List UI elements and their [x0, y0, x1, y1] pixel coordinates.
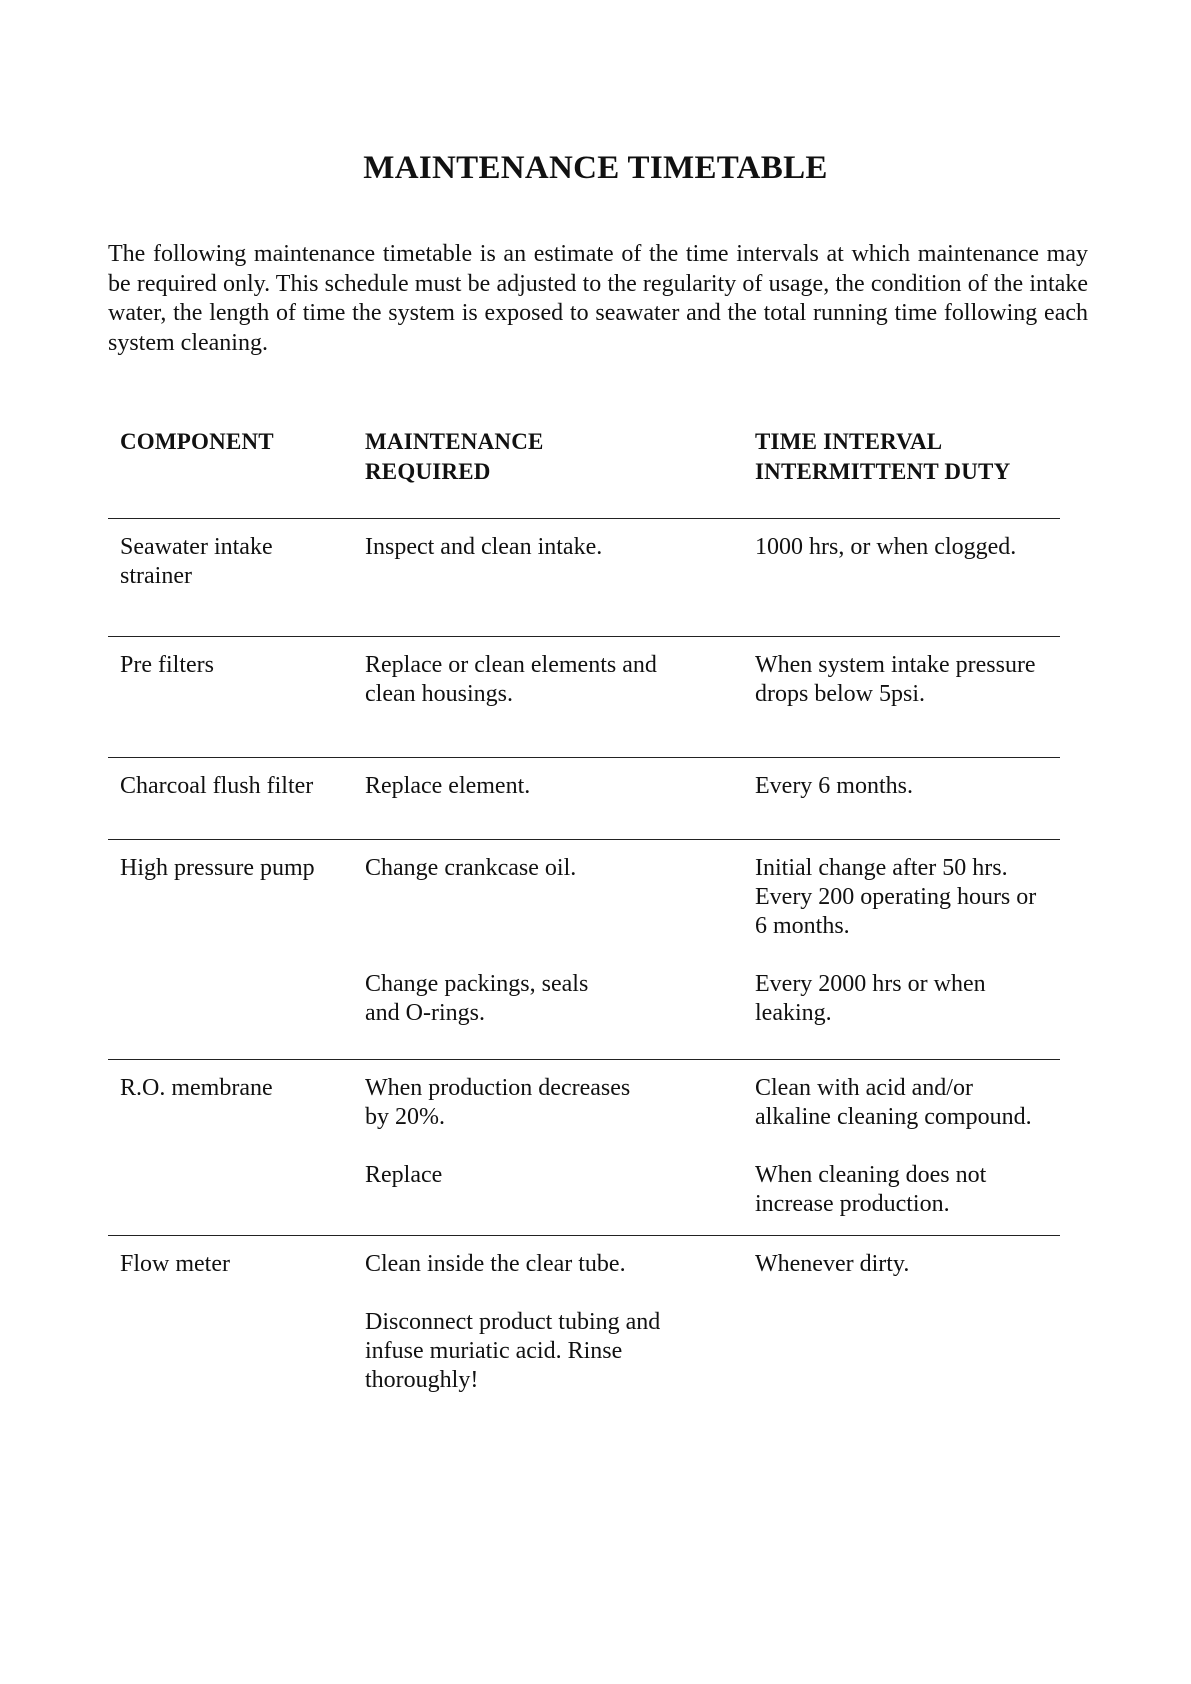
maintenance-text: Inspect and clean intake.	[365, 534, 603, 560]
line-spacer	[365, 1132, 743, 1161]
maintenance-cell	[353, 637, 743, 757]
maintenance-text: thoroughly!	[365, 1367, 479, 1393]
interval-text: Every 6 months.	[755, 773, 913, 799]
maintenance-cell	[353, 758, 743, 839]
interval-cell	[743, 637, 1060, 757]
line-spacer	[365, 941, 743, 970]
line-spacer	[365, 912, 743, 941]
interval-cell	[743, 1236, 1060, 1416]
component-cell	[108, 1236, 353, 1416]
maintenance-text: by 20%.	[365, 1104, 445, 1130]
component-text: Charcoal flush filter	[120, 773, 314, 799]
interval-text: drops below 5psi.	[755, 681, 925, 707]
interval-text: When system intake pressure	[755, 652, 1036, 678]
maintenance-text: Replace element.	[365, 773, 531, 799]
maintenance-cell	[353, 519, 743, 636]
maintenance-text: Change crankcase oil.	[365, 855, 577, 881]
page-title: MAINTENANCE TIMETABLE	[363, 150, 828, 186]
line-spacer	[755, 941, 1060, 970]
interval-text: Whenever dirty.	[755, 1251, 910, 1277]
interval-text: increase production.	[755, 1191, 950, 1217]
header-interval-line2: INTERMITTENT DUTY	[755, 459, 1011, 484]
component-text: Pre filters	[120, 652, 214, 678]
header-interval-line1: TIME INTERVAL	[755, 429, 943, 454]
component-text: strainer	[120, 563, 192, 589]
maintenance-cell	[353, 840, 743, 1059]
interval-cell	[743, 758, 1060, 839]
table-row	[108, 1236, 1060, 1416]
table-row	[108, 758, 1060, 840]
interval-text: When cleaning does not	[755, 1162, 987, 1188]
interval-text: 1000 hrs, or when clogged.	[755, 534, 1017, 560]
interval-text: Every 2000 hrs or when	[755, 971, 986, 997]
maintenance-text: clean housings.	[365, 681, 513, 707]
intro-paragraph: The following maintenance timetable is an estimate of the time intervals at which maintenance may be required only. This schedule must be adjusted to the regularity of usage, the condition of the intake water, the length of time the system is exposed to seawater and the total running time following each system cleaning.	[108, 241, 1088, 356]
table-row	[108, 1060, 1060, 1236]
interval-text: leaking.	[755, 1000, 832, 1026]
component-text: Flow meter	[120, 1251, 230, 1277]
table-row	[108, 637, 1060, 758]
table-row	[108, 840, 1060, 1060]
interval-text: Clean with acid and/or	[755, 1075, 973, 1101]
maintenance-text: Change packings, seals	[365, 971, 589, 997]
component-text: High pressure pump	[120, 855, 315, 881]
interval-text: Every 200 operating hours or	[755, 884, 1037, 910]
maintenance-text: Replace or clean elements and	[365, 652, 657, 678]
header-component-label: COMPONENT	[120, 429, 274, 454]
interval-cell	[743, 519, 1060, 636]
line-spacer	[365, 1279, 743, 1308]
interval-text: 6 months.	[755, 913, 850, 939]
line-spacer	[755, 1132, 1060, 1161]
maintenance-text: When production decreases	[365, 1075, 631, 1101]
maintenance-cell	[353, 1060, 743, 1235]
component-text: R.O. membrane	[120, 1075, 273, 1101]
maintenance-text: Clean inside the clear tube.	[365, 1251, 626, 1277]
maintenance-text: infuse muriatic acid. Rinse	[365, 1338, 623, 1364]
table-row	[108, 519, 1060, 637]
header-interval	[743, 427, 1060, 518]
component-cell	[108, 637, 353, 757]
maintenance-text: Replace	[365, 1162, 443, 1188]
maintenance-text: and O-rings.	[365, 1000, 485, 1026]
component-cell	[108, 1060, 353, 1235]
interval-cell	[743, 1060, 1060, 1235]
component-cell	[108, 519, 353, 636]
component-cell	[108, 840, 353, 1059]
maintenance-cell	[353, 1236, 743, 1416]
interval-text: alkaline cleaning compound.	[755, 1104, 1032, 1130]
maintenance-text: Disconnect product tubing and	[365, 1309, 661, 1335]
table-header-row	[108, 427, 1060, 519]
component-cell	[108, 758, 353, 839]
interval-text: Initial change after 50 hrs.	[755, 855, 1008, 881]
header-component	[108, 427, 353, 518]
header-maintenance	[353, 427, 743, 518]
component-text: Seawater intake	[120, 534, 273, 560]
header-maintenance-line2: REQUIRED	[365, 459, 491, 484]
header-maintenance-line1: MAINTENANCE	[365, 429, 544, 454]
line-spacer	[365, 883, 743, 912]
maintenance-table	[108, 427, 1060, 1416]
interval-cell	[743, 840, 1060, 1059]
